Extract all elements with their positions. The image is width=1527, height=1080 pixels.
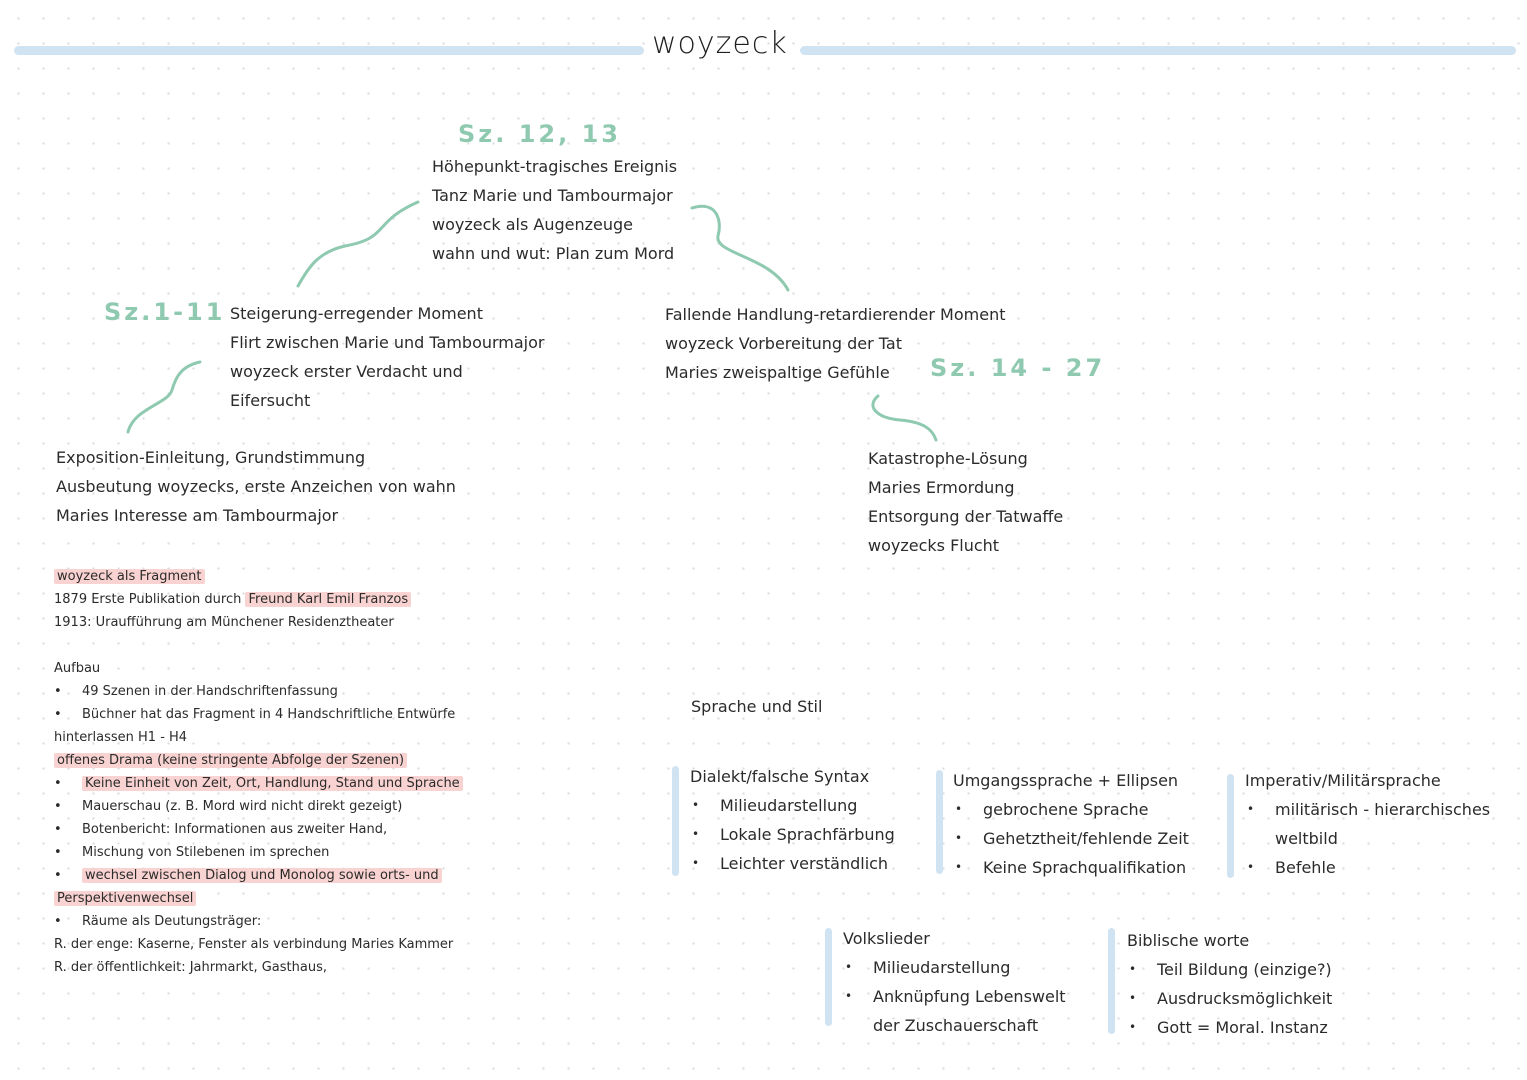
dialekt-item: • Lokale Sprachfärbung (690, 820, 895, 849)
umgang-block (953, 766, 1189, 882)
imperativ-heading: Imperativ/Militärsprache (1245, 771, 1441, 790)
rising-block (230, 299, 545, 415)
aufbau-sub-item: Botenbericht: Informationen aus zweiter Hand, (82, 822, 388, 837)
umgang-item: • Gehetztheit/fehlende Zeit (953, 824, 1189, 853)
aufbau-raum-line: R. der enge: Kaserne, Fenster als verbindung Maries Kammer (54, 937, 454, 952)
curve-climax-to-rising (298, 202, 418, 286)
volk-block (843, 924, 1066, 1040)
rising-line: woyzeck erster Verdacht und (230, 362, 463, 381)
rising-line: Steigerung-erregender Moment (230, 304, 483, 323)
bibel-block (1127, 926, 1332, 1042)
exposition-line: Maries Interesse am Tambourmajor (56, 506, 339, 525)
falling-line: Maries zweispaltige Gefühle (665, 363, 890, 382)
bibel-heading: Biblische worte (1127, 931, 1250, 950)
aufbau-raum-line: R. der öffentlichkeit: Jahrmarkt, Gasthaus, (54, 960, 327, 975)
catastrophe-block (868, 444, 1063, 560)
dialekt-bar (672, 766, 679, 876)
umgang-bar (936, 770, 943, 874)
curve-climax-to-falling (692, 206, 788, 290)
aufbau-bullet: 49 Szenen in der Handschriftenfassung (82, 684, 338, 699)
imperativ-item-cont: weltbild (1275, 829, 1338, 848)
climax-line: Höhepunkt-tragisches Ereignis (432, 157, 678, 176)
exposition-line: Exposition-Einleitung, Grundstimmung (56, 448, 366, 467)
fragment-line2: 1913: Uraufführung am Münchener Residenztheater (54, 615, 394, 630)
aufbau-notes: Aufbau • 49 Szenen in der Handschriftenfassung • Büchner hat das Fragment in 4 Handschriftliche Entwürfe hinterlassen H1 - H4 offenes Drama (keine stringente Abfolge der Szenen) • Keine Einheit von Zeit, Ort, Handlung, Stand und Sprache • Mauerschau (z. B. Mord wird nicht direkt gezeigt) • Botenbericht: Informationen aus zweiter Hand, • Mischung von Stilebenen im sprechen • wechsel zwischen Dialog und Monolog sowie orts- und Perspektivenwechsel • Räume als Deutungsträger: R. der enge: Kaserne, Fenster als verbindung Maries Kammer R. der öffentlichkeit: Jahrmarkt, Gasthaus, (54, 657, 463, 979)
falling-line: Fallende Handlung-retardierender Moment (665, 305, 1006, 324)
dialekt-block (690, 762, 895, 878)
curve-rising-to-exposition (128, 362, 200, 432)
bibel-item: • Gott = Moral. Instanz (1127, 1013, 1332, 1042)
scene-label-climax: Sz. 12, 13 (458, 120, 621, 148)
aufbau-sub-item: Räume als Deutungsträger: (82, 914, 262, 929)
falling-line: woyzeck Vorbereitung der Tat (665, 334, 902, 353)
climax-block (432, 152, 677, 268)
imperativ-bar (1227, 774, 1234, 878)
fragment-line1-highlight: Freund Karl Emil Franzos (245, 592, 411, 607)
imperativ-item: • Befehle (1245, 853, 1490, 882)
dialekt-item: • Leichter verständlich (690, 849, 895, 878)
fragment-line1-prefix: 1879 Erste Publikation durch (54, 592, 242, 607)
rising-line: Eifersucht (230, 391, 311, 410)
page-title: woyzeck (652, 26, 788, 61)
aufbau-bullet: Büchner hat das Fragment in 4 Handschriftliche Entwürfe (82, 707, 456, 722)
scene-label-rising: Sz.1-11 (104, 298, 226, 326)
aufbau-sub-item: wechsel zwischen Dialog und Monolog sowie orts- und (82, 868, 442, 883)
catastrophe-line: Entsorgung der Tatwaffe (868, 507, 1064, 526)
catastrophe-line: Katastrophe-Lösung (868, 449, 1028, 468)
sprache-heading: Sprache und Stil (691, 697, 823, 716)
dialekt-item: • Milieudarstellung (690, 791, 895, 820)
aufbau-bullet-cont: hinterlassen H1 - H4 (54, 730, 188, 745)
volk-item: • Anknüpfung Lebenswelt (843, 982, 1066, 1011)
volk-bar (825, 928, 832, 1026)
fragment-heading: woyzeck als Fragment (54, 569, 205, 584)
aufbau-heading: Aufbau (54, 661, 101, 676)
climax-line: wahn und wut: Plan zum Mord (432, 244, 675, 263)
bibel-bar (1108, 928, 1115, 1034)
scene-label-falling: Sz. 14 - 27 (930, 354, 1106, 382)
aufbau-sub-item-cont: Perspektivenwechsel (54, 891, 196, 906)
catastrophe-line: Maries Ermordung (868, 478, 1015, 497)
umgang-item: • Keine Sprachqualifikation (953, 853, 1189, 882)
rising-line: Flirt zwischen Marie und Tambourmajor (230, 333, 545, 352)
bibel-item: • Teil Bildung (einzige?) (1127, 955, 1332, 984)
climax-line: woyzeck als Augenzeuge (432, 215, 634, 234)
imperativ-block (1245, 766, 1490, 882)
aufbau-sub-item: Mischung von Stilebenen im sprechen (82, 845, 330, 860)
exposition-block (56, 443, 456, 530)
aufbau-sub-item: Keine Einheit von Zeit, Ort, Handlung, Stand und Sprache (82, 776, 463, 791)
volk-heading: Volkslieder (843, 929, 930, 948)
climax-line: Tanz Marie und Tambourmajor (432, 186, 673, 205)
curve-falling-to-catastrophe (873, 396, 936, 440)
imperativ-item: • militärisch - hierarchisches (1245, 795, 1490, 824)
volk-item: • Milieudarstellung (843, 953, 1066, 982)
dialekt-heading: Dialekt/falsche Syntax (690, 767, 870, 786)
fragment-notes (54, 565, 411, 634)
volk-item-cont: der Zuschauerschaft (873, 1016, 1039, 1035)
bibel-item: • Ausdrucksmöglichkeit (1127, 984, 1332, 1013)
umgang-item: • gebrochene Sprache (953, 795, 1189, 824)
exposition-line: Ausbeutung woyzecks, erste Anzeichen von wahn (56, 477, 456, 496)
aufbau-offenes-drama: offenes Drama (keine stringente Abfolge der Szenen) (54, 753, 407, 768)
umgang-heading: Umgangssprache + Ellipsen (953, 771, 1179, 790)
aufbau-sub-item: Mauerschau (z. B. Mord wird nicht direkt gezeigt) (82, 799, 403, 814)
catastrophe-line: woyzecks Flucht (868, 536, 1000, 555)
